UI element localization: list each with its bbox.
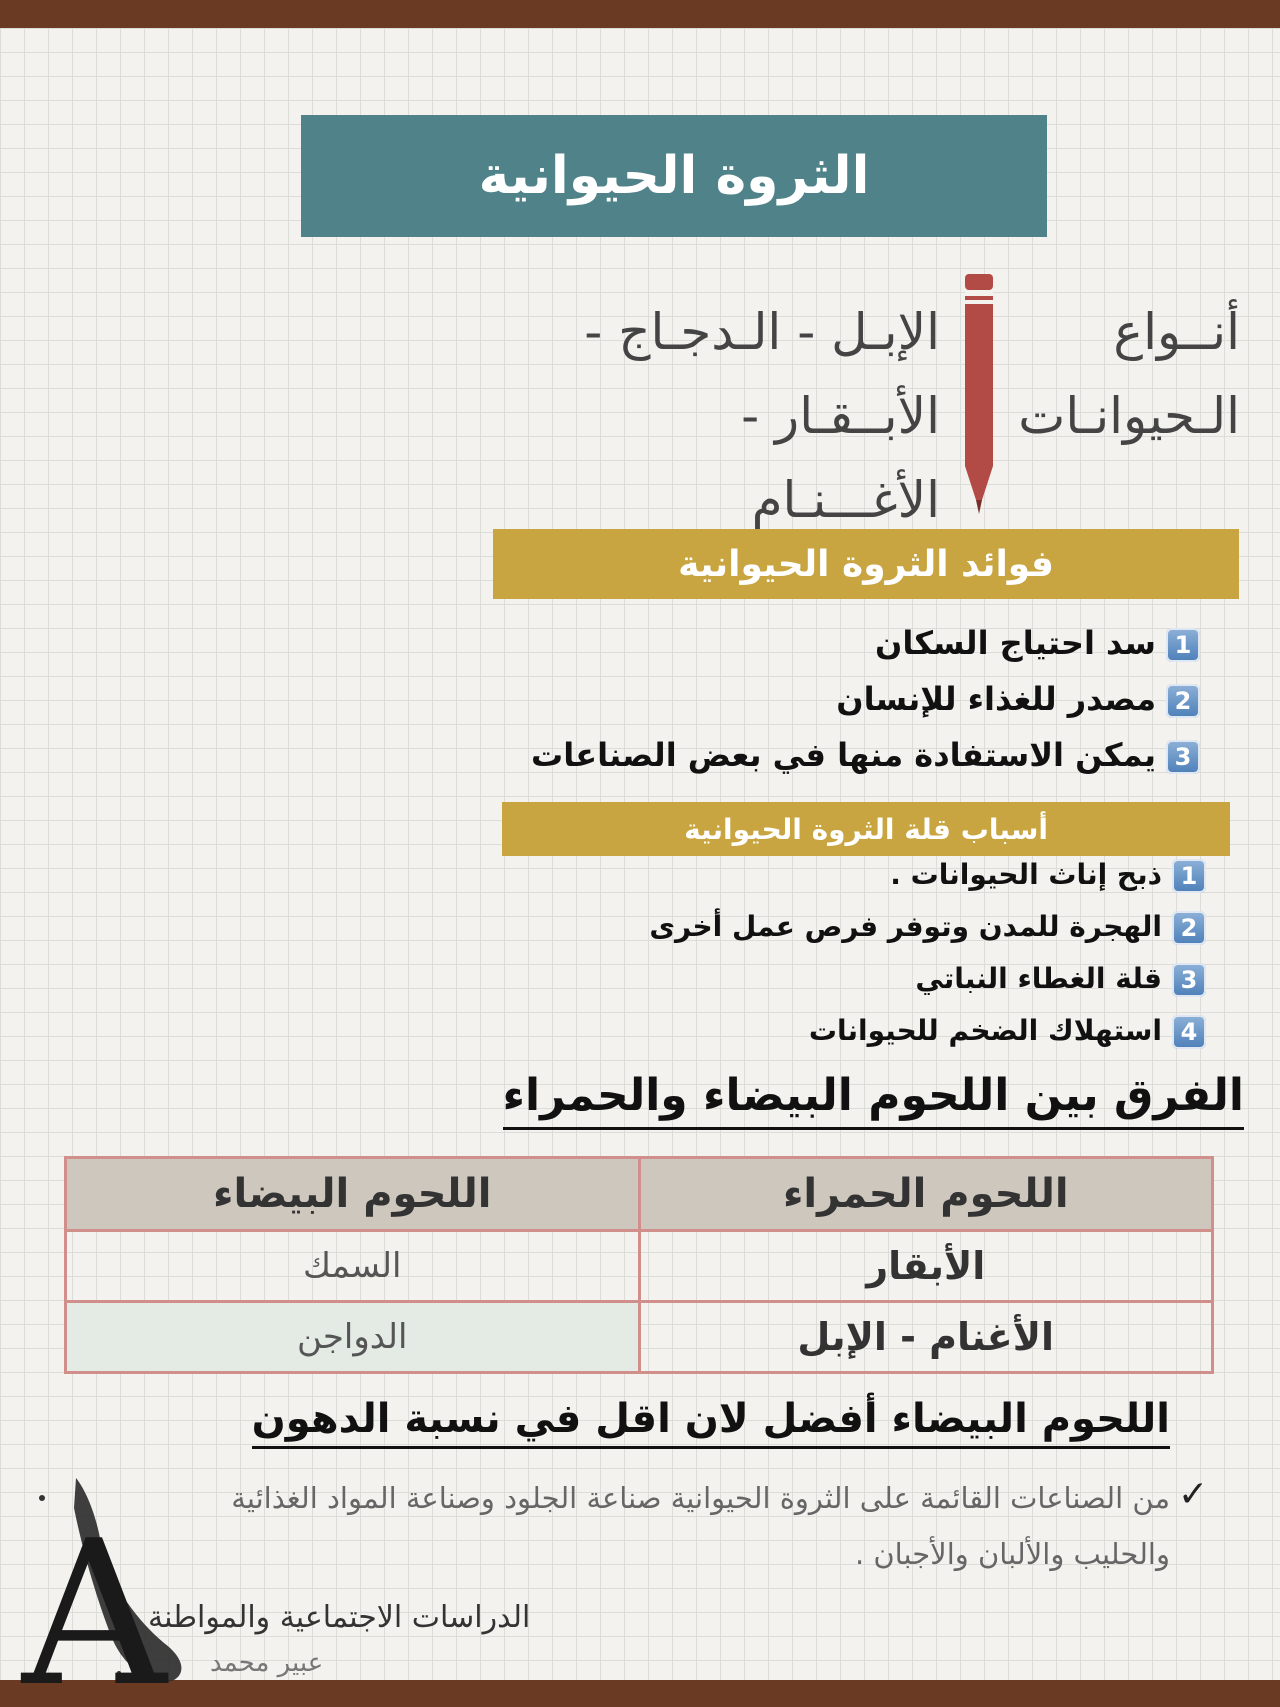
number-badge-icon: 3 bbox=[1166, 740, 1200, 774]
benefit-item bbox=[531, 736, 1200, 774]
comparison-heading: الفرق بين اللحوم البيضاء والحمراء bbox=[503, 1070, 1244, 1130]
causes-heading: أسباب قلة الثروة الحيوانية bbox=[502, 802, 1230, 856]
table-row bbox=[66, 1302, 1213, 1373]
cause-text: استهلاك الضخم للحيوانات bbox=[808, 1014, 1162, 1047]
white-meat-cell: السمك bbox=[66, 1231, 640, 1302]
worksheet-page bbox=[0, 28, 1280, 1698]
number-badge-icon: 2 bbox=[1172, 911, 1206, 945]
red-meat-cell: الأبقار bbox=[639, 1231, 1213, 1302]
fact-line1: من الصناعات القائمة على الثروة الحيوانية صناعة الجلود وصناعة المواد الغذائية bbox=[231, 1481, 1170, 1515]
types-list-line2: الأبــقـار - الأغـــنـام bbox=[741, 387, 940, 529]
benefit-text: سد احتياج السكان bbox=[875, 624, 1156, 662]
number-badge-icon: 1 bbox=[1172, 859, 1206, 893]
cause-item bbox=[915, 962, 1206, 997]
cause-item bbox=[809, 1014, 1206, 1049]
pencil-icon bbox=[962, 274, 996, 514]
subject-name: الدراسات الاجتماعية والمواطنة bbox=[148, 1600, 531, 1635]
logo-letter: A bbox=[22, 1498, 167, 1698]
animal-types-list bbox=[540, 290, 940, 542]
benefit-text: مصدر للغذاء للإنسان bbox=[836, 680, 1156, 718]
types-list-line1: الإبـل - الـدجـاج - bbox=[584, 303, 940, 361]
benefit-item bbox=[836, 680, 1200, 718]
number-badge-icon: 4 bbox=[1172, 1015, 1206, 1049]
types-label-line1: أنــواع bbox=[1113, 303, 1240, 361]
cause-text: قلة الغطاء النباتي bbox=[915, 962, 1162, 995]
ink-letter-logo bbox=[14, 1468, 194, 1698]
page-title: الثروة الحيوانية bbox=[301, 115, 1047, 237]
industries-fact bbox=[130, 1470, 1170, 1582]
number-badge-icon: 1 bbox=[1166, 628, 1200, 662]
cause-item bbox=[890, 858, 1206, 893]
cause-item bbox=[649, 910, 1206, 945]
types-label-line2: الـحيوانـات bbox=[1018, 387, 1240, 445]
benefit-item bbox=[875, 624, 1200, 662]
number-badge-icon: 3 bbox=[1172, 963, 1206, 997]
white-meat-note: اللحوم البيضاء أفضل لان اقل في نسبة الدهون bbox=[252, 1396, 1170, 1449]
number-badge-icon: 2 bbox=[1166, 684, 1200, 718]
benefits-heading: فوائد الثروة الحيوانية bbox=[493, 529, 1239, 599]
author-name: عبير محمد bbox=[210, 1648, 324, 1678]
cause-text: ذبح إناث الحيوانات . bbox=[890, 858, 1162, 891]
cause-text: الهجرة للمدن وتوفر فرص عمل أخرى bbox=[649, 910, 1162, 943]
checkmark-icon: ✓ bbox=[1178, 1474, 1209, 1515]
red-meat-header: اللحوم الحمراء bbox=[639, 1158, 1213, 1231]
table-row bbox=[66, 1231, 1213, 1302]
benefit-text: يمكن الاستفادة منها في بعض الصناعات bbox=[531, 736, 1156, 774]
table-header-row bbox=[66, 1158, 1213, 1231]
meat-comparison-table bbox=[64, 1156, 1214, 1374]
fact-line2: والحليب والألبان والأجبان . bbox=[854, 1537, 1170, 1571]
white-meat-header: اللحوم البيضاء bbox=[66, 1158, 640, 1231]
white-meat-cell: الدواجن bbox=[66, 1302, 640, 1373]
animal-types-label bbox=[990, 290, 1240, 458]
red-meat-cell: الأغنام - الإبل bbox=[639, 1302, 1213, 1373]
